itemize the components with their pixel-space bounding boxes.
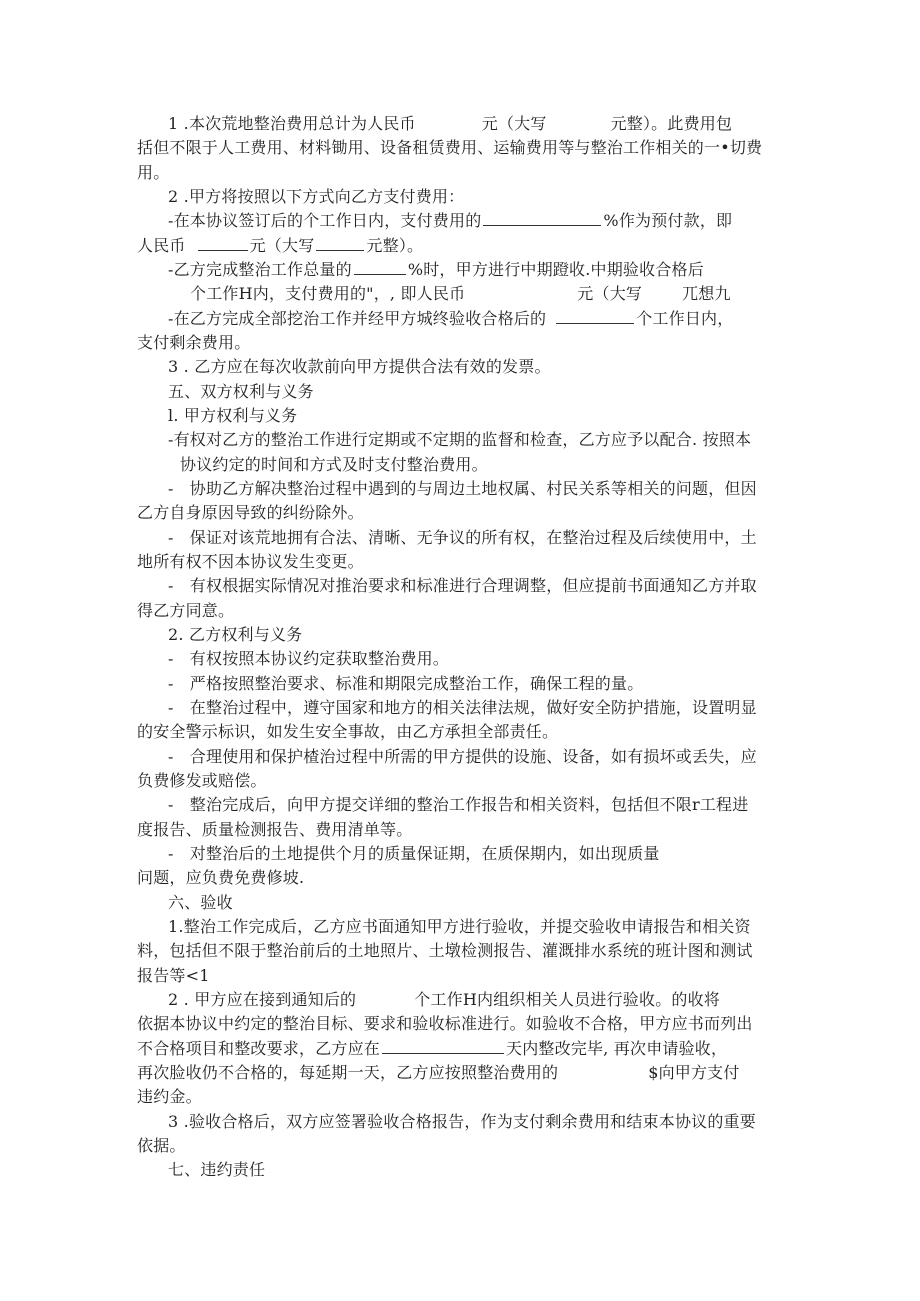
blank-field xyxy=(198,236,248,251)
text-line: 协议约定的时间和方式及时支付整治费用。 xyxy=(180,455,488,474)
text-line: - 有权根据实际情况对推治要求和标准进行合理调整，但应提前书面通知乙方并取 xyxy=(168,576,757,595)
text-line: - 整治完成后，向甲方提交详细的整治工作报告和相关资料，包括但不限r工程进 xyxy=(168,795,749,814)
text-line: 人民币 元（大写 元整）。 xyxy=(137,236,424,255)
section-heading: 七、违约责任 xyxy=(168,1160,266,1179)
text-line: 个工作H内，支付费用的"，, 即人民币 元（大写 兀想九 xyxy=(190,284,731,303)
text-line: 不合格项目和整改要求，乙方应在 天内整改完毕, 再次申请验收， xyxy=(137,1039,728,1058)
text-line: 支付剩余费用。 xyxy=(137,333,251,352)
text-line: 报告等<1 xyxy=(137,966,210,985)
text-line: - 对整治后的土地提供个月的质量保证期，在质保期内，如出现质量 xyxy=(168,844,660,863)
text-line: 括但不限于人工费用、材料锄用、设备租赁费用、运输费用等与整治工作相关的一•切费 xyxy=(137,138,763,157)
text-line: -乙方完成整治工作总量的 %时，甲方进行中期蹬收.中期验收合格后 xyxy=(168,260,704,279)
text-line: -有权对乙方的整治工作进行定期或不定期的监督和检查，乙方应予以配合. 按照本 xyxy=(168,430,752,449)
text-line: -在乙方完成全部挖治工作并经甲方城终验收合格后的 个工作日内， xyxy=(168,309,734,328)
text-line: 用。 xyxy=(137,163,170,182)
text-line: 再次脸收仍不合格的，每延期一天，乙方应按照整治费用的 $向甲方支付 xyxy=(137,1063,740,1082)
text-line: 料，包括但不限于整治前后的土地照片、土墩检测报告、灌溉排水系统的班计图和测试 xyxy=(137,941,753,960)
text-line: 依据。 xyxy=(137,1136,186,1155)
text-line: 违约金。 xyxy=(137,1087,202,1106)
text-line: 2 .甲方将按照以下方式向乙方支付费用： xyxy=(168,187,465,206)
text-line: 2 . 甲方应在接到通知后的 个工作H内组织相关人员进行验收。的收将 xyxy=(168,990,721,1009)
text-line: - 保证对该荒地拥有合法、清晰、无争议的所有权，在整治过程及后续使用中，土 xyxy=(168,528,757,547)
section-heading: 五、双方权利与义务 xyxy=(168,382,314,401)
blank-field xyxy=(316,236,364,251)
blank-field xyxy=(483,211,601,226)
text-line: 负费修发或赔偿。 xyxy=(137,771,267,790)
blank-field xyxy=(354,260,406,275)
text-line: 得乙方同意。 xyxy=(137,601,235,620)
text-line: 依据本协议中约定的整治目标、要求和验收标准进行。如验收不合格，甲方应书而列出 xyxy=(137,1014,753,1033)
text-line: 乙方自身原因导致的纠纷除外。 xyxy=(137,503,364,522)
text-line: - 协助乙方解决整治过程中遇到的与周边土地权属、村民关系等相关的问题，但因 xyxy=(168,479,757,498)
text-line: - 合理使用和保护楂治过程中所需的甲方提供的设施、设备，如有损坏或丢失，应 xyxy=(168,747,757,766)
text-line: - 在整治过程中，遵守国家和地方的相关法律法规，做好安全防护措施，设置明显 xyxy=(168,698,757,717)
text-line: -在本协议签订后的个工作日内，支付费用的 %作为预付款，即 xyxy=(168,211,733,230)
text-line: 的安全警示标识，如发生安全事故，由乙方承担全部责任。 xyxy=(137,722,559,741)
text-line: 问题，应负费免费修坡. xyxy=(137,868,305,887)
blank-field xyxy=(382,1039,504,1054)
text-line: 地所有权不因本协议发生变更。 xyxy=(137,552,364,571)
text-line: 3 . 乙方应在每次收款前向甲方提供合法有效的发票。 xyxy=(168,357,551,376)
text-line: - 有权按照本协议约定获取整治费用。 xyxy=(168,649,450,668)
subsection-heading: 2. 乙方权利与义务 xyxy=(168,625,303,644)
blank-field xyxy=(556,309,634,324)
text-line: 1.整治工作完成后，乙方应书面通知甲方进行验收，并提交验收申请报告和相关资 xyxy=(168,917,751,936)
text-line: - 严格按照整治要求、标准和期限完成整治工作，确保工程的量。 xyxy=(168,674,644,693)
text-line: 1 .本次荒地整治费用总计为人民币 元（大写 元整）。此费用包 xyxy=(168,114,733,133)
text-line: 3 .验收合格后，双方应签署验收合格报告，作为支付剩余费用和结束本协议的重要 xyxy=(168,1112,756,1131)
text-line: 度报告、质量检测报告、费用清单等。 xyxy=(137,820,413,839)
subsection-heading: l. 甲方权利与义务 xyxy=(168,406,298,425)
section-heading: 六、验收 xyxy=(168,893,233,912)
